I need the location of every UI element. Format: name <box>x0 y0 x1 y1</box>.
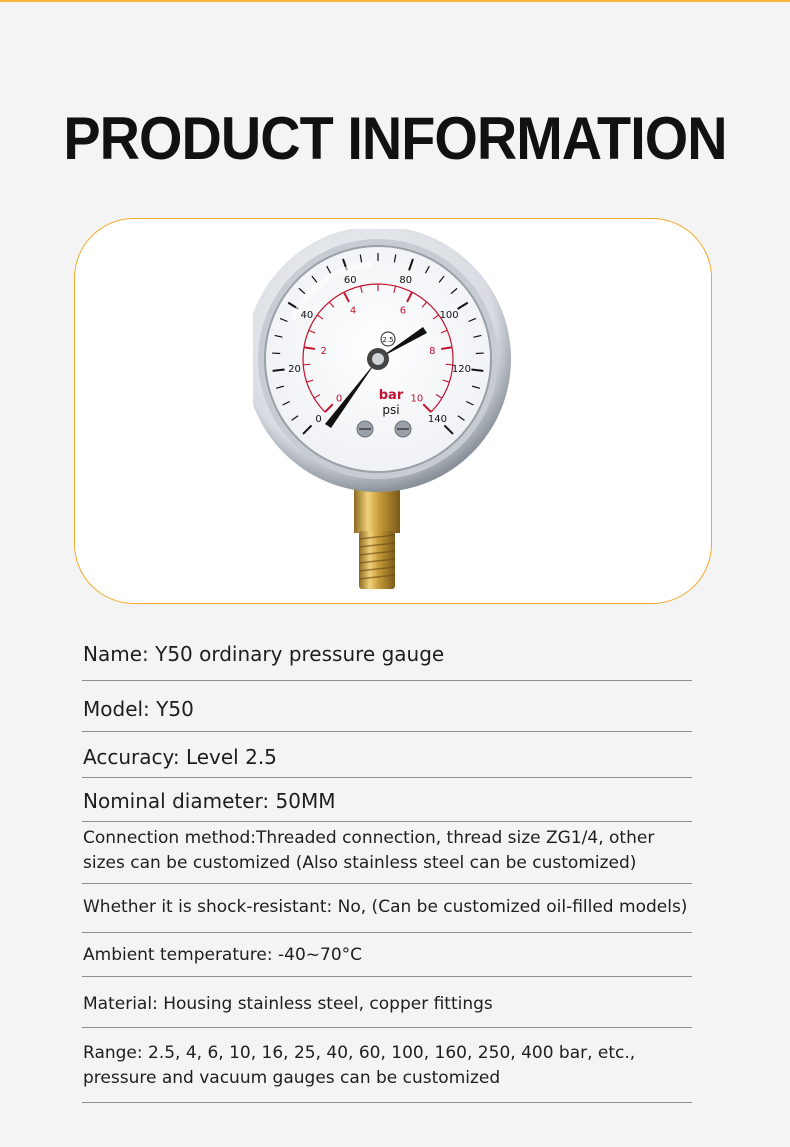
psi-scale-label: 140 <box>427 413 447 425</box>
psi-scale-label: 100 <box>439 309 459 321</box>
product-photo-card <box>74 218 712 604</box>
pressure-gauge-image <box>253 229 533 599</box>
spec-ambient-temperature: Ambient temperature: -40~70°C <box>83 945 363 965</box>
spec-accuracy: Accuracy: Level 2.5 <box>83 745 277 769</box>
gauge-hex-nut <box>354 487 400 533</box>
scale-tick <box>273 370 285 371</box>
scale-tick <box>446 364 453 365</box>
spec-material: Material: Housing stainless steel, copper fittings <box>83 994 493 1014</box>
spec-divider <box>82 1027 692 1028</box>
psi-scale-label: 60 <box>343 275 357 287</box>
psi-scale-label: 120 <box>451 363 472 375</box>
spec-divider <box>82 777 692 778</box>
psi-scale-label: 40 <box>300 309 314 321</box>
spec-divider <box>82 731 692 732</box>
psi-scale-label: 20 <box>288 363 301 375</box>
spec-shock-resistant: Whether it is shock-resistant: No, (Can be customized oil-filled models) <box>83 897 688 917</box>
bar-scale-label: 10 <box>410 393 424 405</box>
spec-range: Range: 2.5, 4, 6, 10, 16, 25, 40, 60, 100, 160, 250, 400 bar, etc., pressure and vacuum gauges can be customized <box>83 1043 636 1088</box>
scale-tick <box>471 370 483 371</box>
spec-nominal-diameter: Nominal diameter: 50MM <box>83 789 336 813</box>
spec-model: Model: Y50 <box>83 697 194 721</box>
page-title: PRODUCT INFORMATION <box>63 105 727 172</box>
bar-scale-label: 2 <box>320 345 327 357</box>
psi-scale-label: 80 <box>399 275 413 287</box>
unit-psi-label: psi <box>382 403 400 417</box>
spec-divider <box>82 932 692 933</box>
bar-scale-label: 0 <box>335 393 343 405</box>
scale-tick <box>303 364 310 365</box>
bar-scale-label: 8 <box>429 345 436 357</box>
spec-divider <box>82 821 692 822</box>
psi-scale-label: 0 <box>315 413 322 425</box>
top-accent-line <box>0 0 790 2</box>
spec-divider <box>82 680 692 681</box>
spec-name: Name: Y50 ordinary pressure gauge <box>83 642 445 666</box>
unit-bar-label: bar <box>378 388 404 403</box>
accuracy-class-badge: 2.5 <box>382 336 394 344</box>
bar-scale-label: 6 <box>399 305 407 317</box>
spec-divider <box>82 883 692 884</box>
spec-divider <box>82 976 692 977</box>
spec-divider <box>82 1102 692 1103</box>
spec-connection-method: Connection method:Threaded connection, thread size ZG1/4, other sizes can be customized (Also stainless steel can be customized) <box>83 828 655 873</box>
bar-scale-label: 4 <box>349 305 357 317</box>
